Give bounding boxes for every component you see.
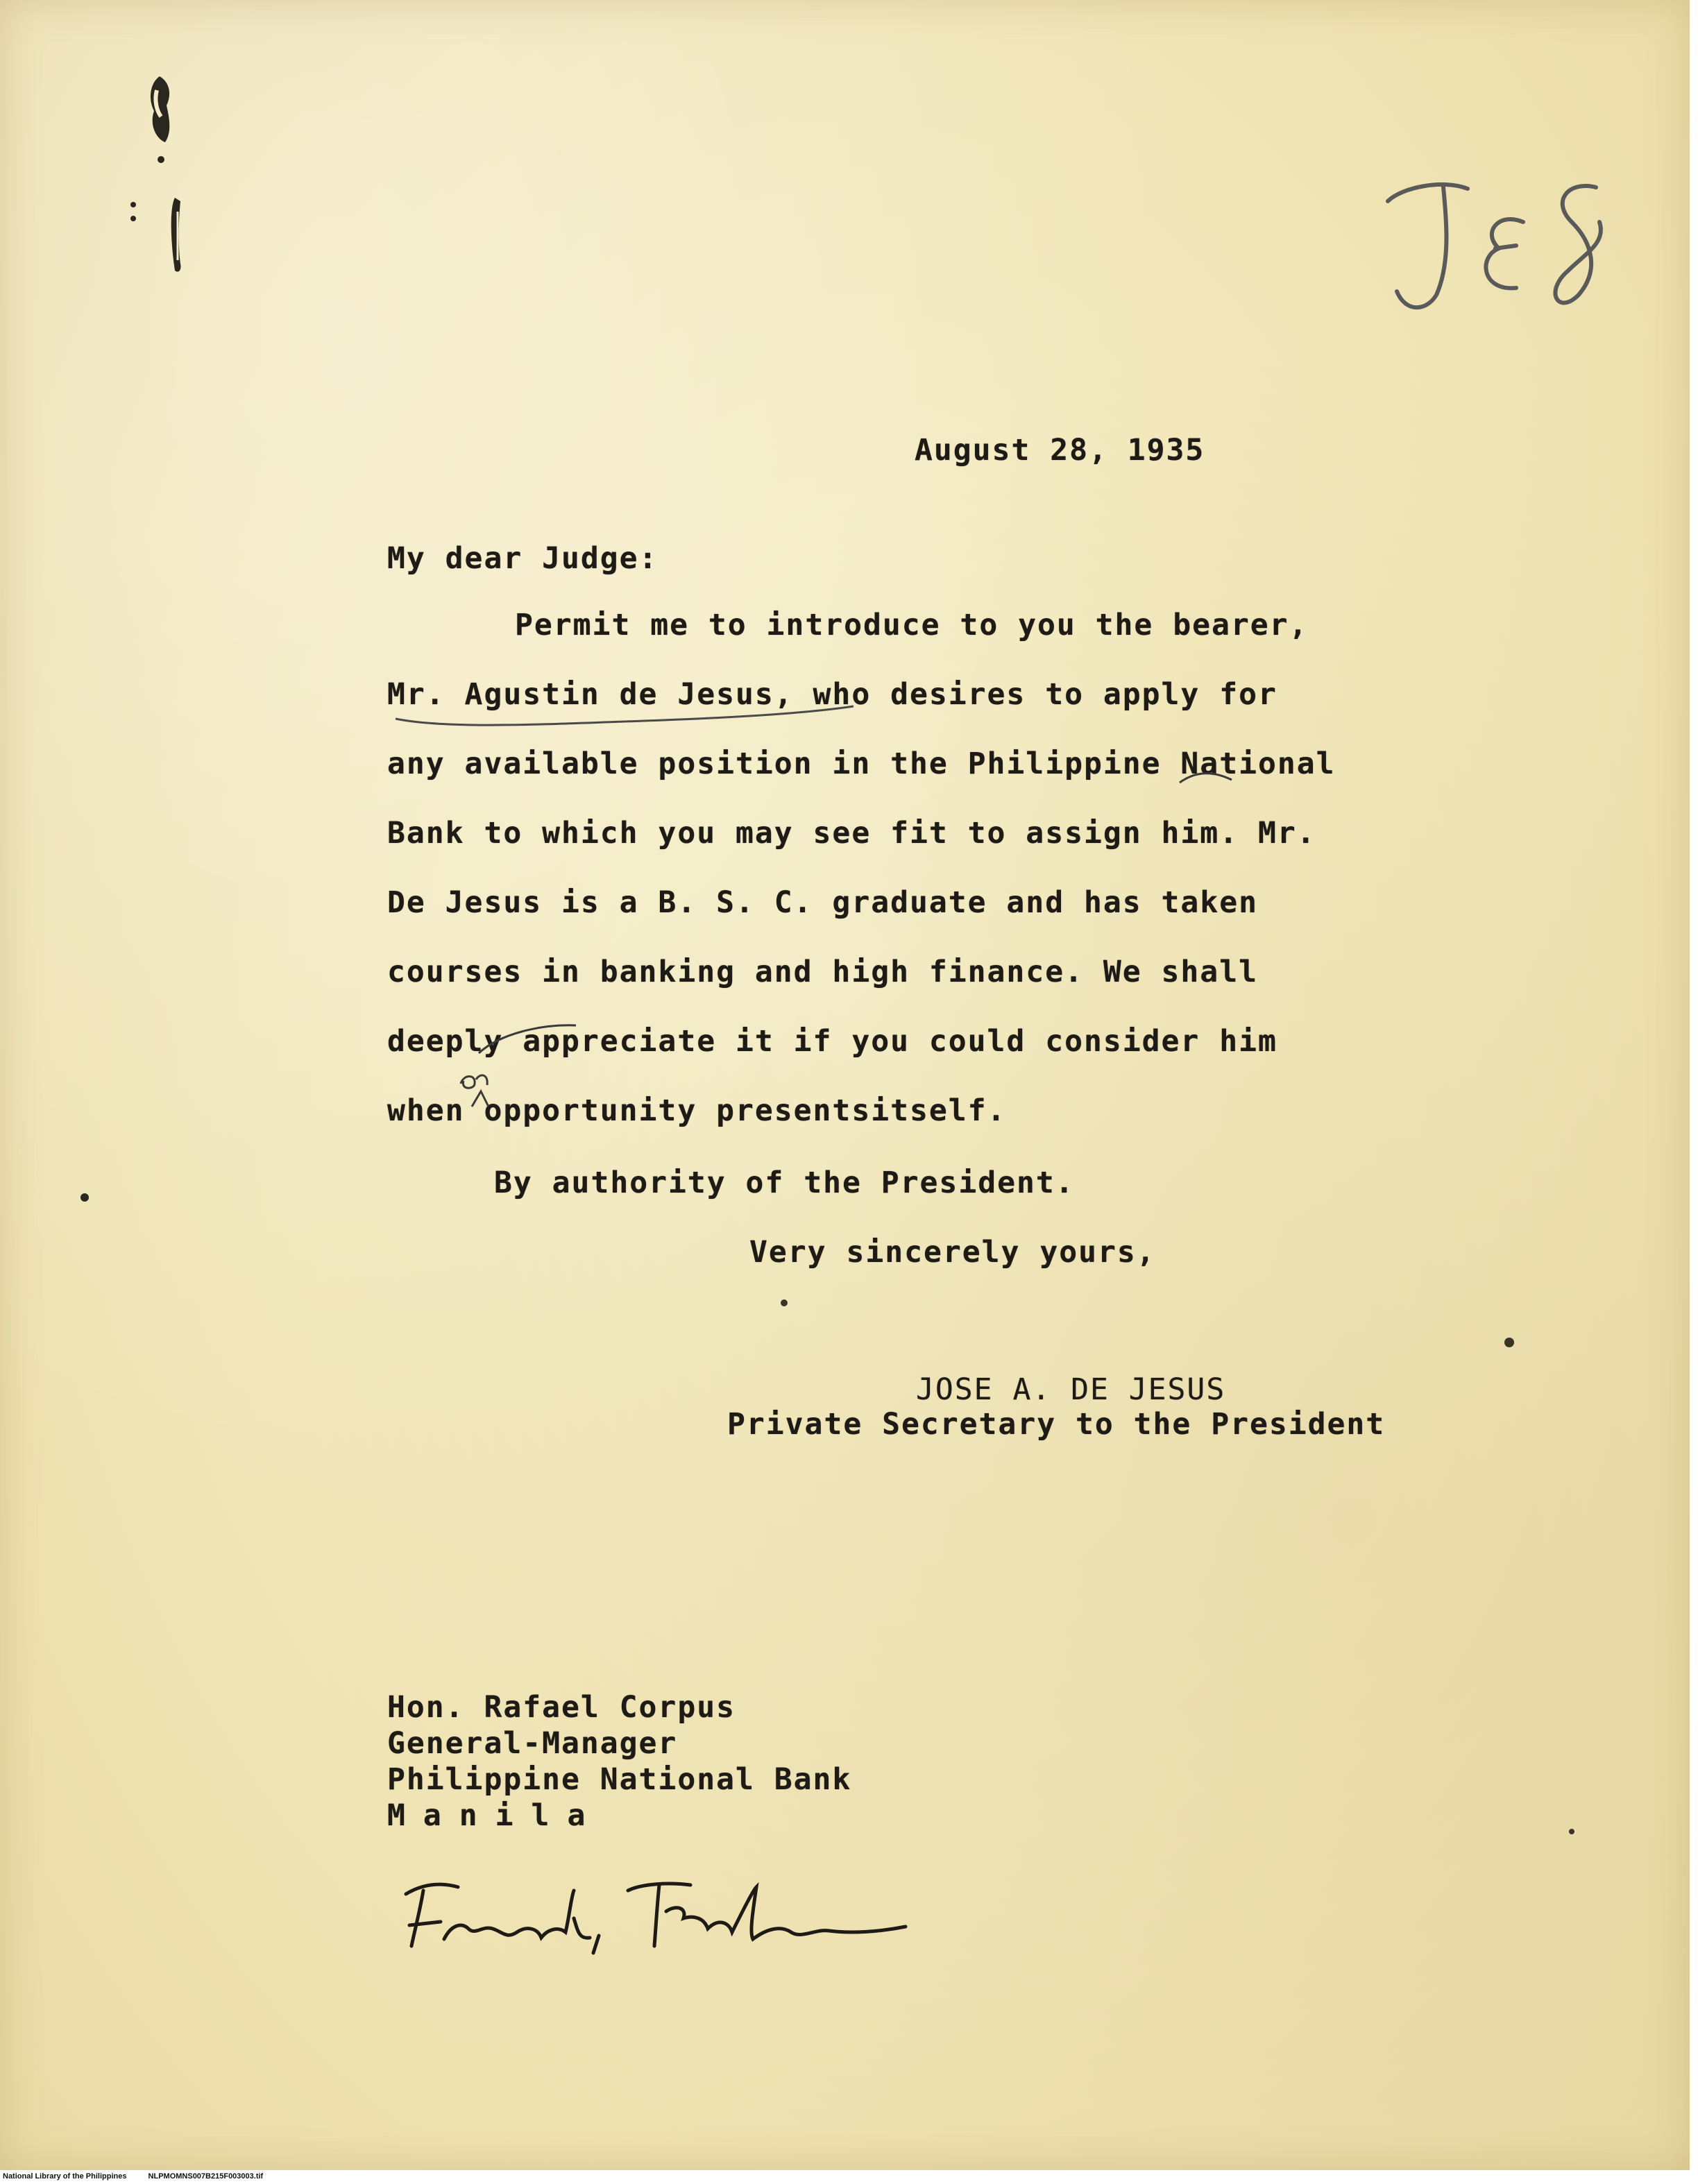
signatory-name: JOSE A. DE JESUS bbox=[916, 1372, 1226, 1407]
handwritten-initials bbox=[1377, 173, 1627, 333]
recipient-line: Philippine National Bank bbox=[387, 1762, 852, 1797]
signatory-title: Private Secretary to the President bbox=[727, 1407, 1386, 1442]
handwritten-signature bbox=[392, 1863, 933, 1967]
body-line: Mr. Agustin de Jesus, who desires to apply for bbox=[387, 677, 1277, 712]
ink-spot bbox=[781, 1299, 788, 1306]
body-line: any available position in the Philippine National bbox=[387, 747, 1336, 781]
body-line: De Jesus is a B. S. C. graduate and has taken bbox=[387, 885, 1258, 920]
complimentary-close: Very sincerely yours, bbox=[749, 1235, 1156, 1270]
body-line: courses in banking and high finance. We shall bbox=[387, 955, 1258, 989]
footer-file: NLPMOMNS007B215F003003.tif bbox=[148, 2172, 264, 2181]
ink-spot bbox=[1504, 1338, 1514, 1347]
body-line: when opportunity presentsitself. bbox=[387, 1093, 1007, 1128]
scan-footer bbox=[3, 2172, 263, 2181]
recipient-line: General-Manager bbox=[387, 1726, 678, 1761]
recipient-line: Manila bbox=[387, 1798, 604, 1833]
ink-spot bbox=[1569, 1829, 1574, 1834]
binder-holes bbox=[118, 62, 201, 298]
body-line: Bank to which you may see fit to assign him. Mr. bbox=[387, 816, 1316, 851]
salutation: My dear Judge: bbox=[387, 541, 659, 576]
body-line: Permit me to introduce to you the bearer, bbox=[515, 608, 1309, 642]
binder-hole-top bbox=[151, 76, 169, 142]
recipient-line: Hon. Rafael Corpus bbox=[387, 1690, 736, 1725]
authority-line: By authority of the President. bbox=[494, 1166, 1075, 1200]
binder-dot bbox=[130, 202, 136, 207]
ink-spot bbox=[80, 1193, 89, 1202]
letter-date: August 28, 1935 bbox=[915, 433, 1205, 468]
binder-dot bbox=[130, 216, 136, 221]
insertion-an bbox=[461, 1075, 487, 1088]
binder-dot bbox=[158, 156, 164, 163]
binder-hole-bottom bbox=[171, 198, 181, 272]
body-line: deeply appreciate it if you could consider him bbox=[387, 1024, 1277, 1059]
footer-source: National Library of the Philippines bbox=[3, 2172, 127, 2181]
